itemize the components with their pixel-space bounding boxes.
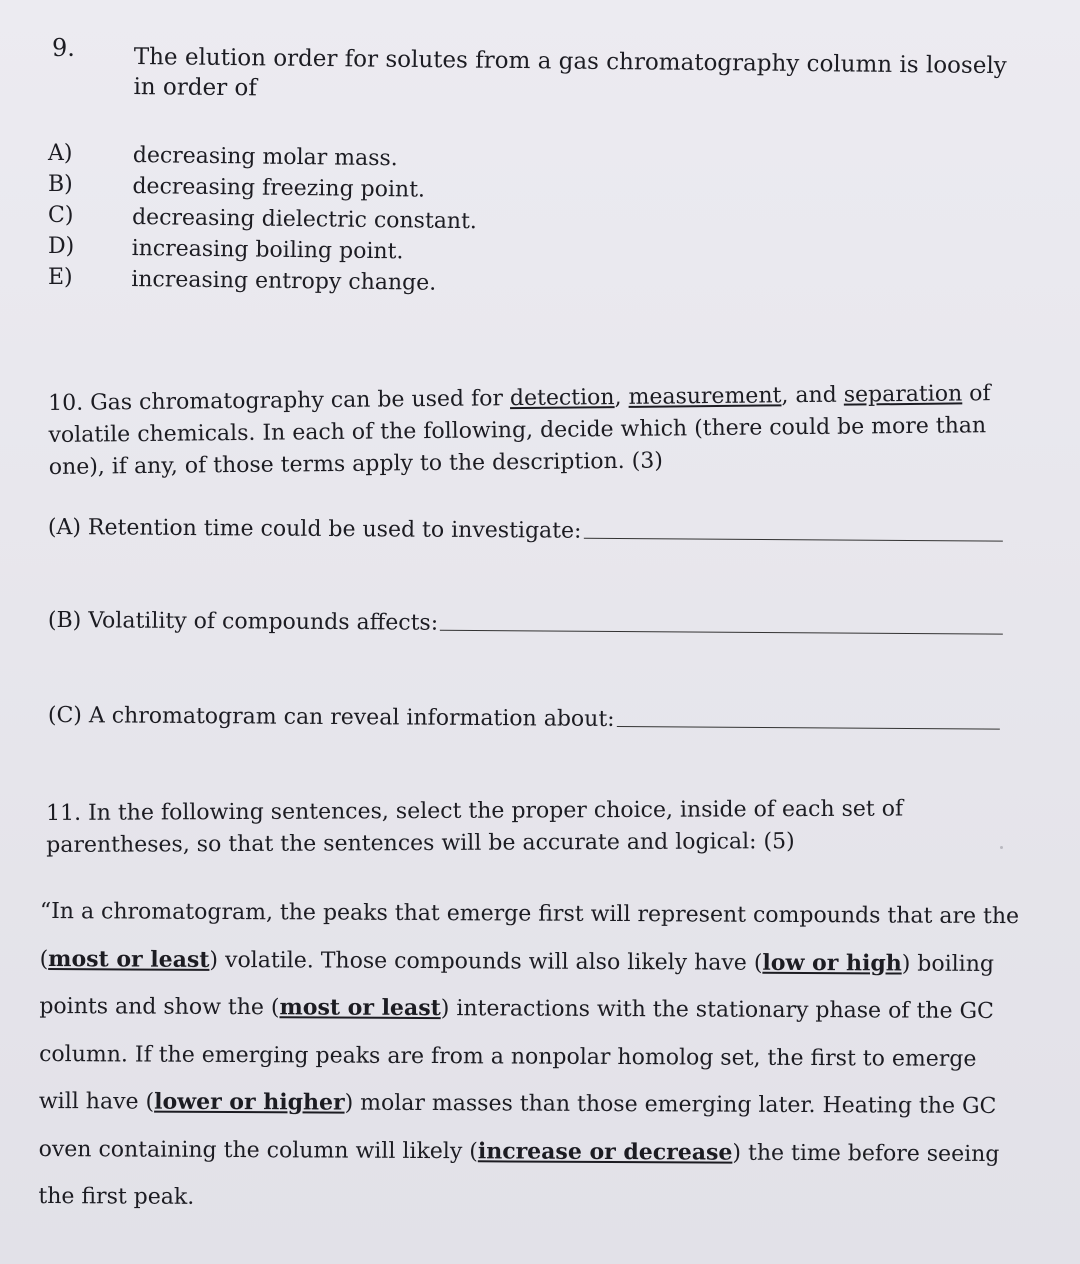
answer-blank-a[interactable] [583, 537, 1002, 542]
q10-part-a [48, 515, 1003, 547]
question-9-choice-texts [131, 140, 478, 299]
choice-letter: D) [48, 234, 75, 259]
question-9-choice-letters [48, 138, 74, 293]
question-10-stem [48, 378, 1009, 484]
question-11-paragraph [38, 888, 1020, 1226]
answer-blank-c[interactable] [617, 725, 1000, 730]
question-9-stem-text: The elution order for solutes from a gas chromatography column is loosely in order of [133, 43, 1007, 102]
choice-letter: B) [48, 172, 73, 197]
choice-text: decreasing freezing point. [132, 173, 426, 203]
q11-text: “In a chromatogram, the peaks that emerge first will represent compounds that are the ( [39, 898, 1020, 972]
paper-speck [1000, 846, 1003, 849]
q10-part-b-label: (B) Volatility of compounds affects: [47, 608, 439, 636]
term-separation: separation [843, 381, 963, 408]
q11-text: ) volatile. Those compounds will also likely have ( [209, 947, 763, 976]
term-measurement: measurement [628, 383, 782, 410]
q11-text: ) molar masses than those emerging later. Heating the GC oven containing the column will likely ( [38, 1090, 997, 1164]
choice-increase-or-decrease[interactable]: increase or decrease [477, 1137, 733, 1166]
q10-intro-rest: of volatile chemicals. In each of the following, decide which (there could be more than one), if any, of those terms apply to the description. (3) [48, 381, 991, 480]
question-9-stem [133, 42, 1014, 111]
choice-text: decreasing molar mass. [132, 142, 398, 172]
q11-text: ) the time before seeing the first peak. [38, 1140, 1000, 1210]
question-11-stem: 11. In the following sentences, select the proper choice, inside of each set of parentheses, so that the sentences will be accurate and logical: (5) [46, 796, 904, 858]
choice-most-or-least[interactable]: most or least [48, 945, 210, 973]
q11-text: ) boiling points and show the ( [39, 951, 995, 1021]
choice-letter: A) [48, 141, 73, 166]
answer-blank-b[interactable] [440, 629, 1003, 635]
q10-part-c [48, 703, 1000, 735]
choice-low-or-high[interactable]: low or high [762, 949, 902, 977]
term-detection: detection [509, 385, 615, 412]
q11-text: ) interactions with the stationary phase of the GC column. If the emerging peaks are from a nonpolar homolog set, the first to emerge will have ( [38, 996, 994, 1115]
q10-sep: , [614, 384, 629, 411]
q10-part-a-label: (A) Retention time could be used to investigate: [47, 515, 582, 544]
choice-text: increasing boiling point. [131, 235, 404, 265]
choice-most-or-least-interactions[interactable]: most or least [279, 994, 441, 1022]
choice-lower-or-higher[interactable]: lower or higher [154, 1088, 345, 1116]
q10-part-b [48, 608, 1003, 640]
choice-letter: C) [48, 203, 74, 228]
q10-sep: , and [781, 382, 844, 409]
q10-intro: 10. Gas chromatography can be used for [48, 386, 511, 416]
choice-text: increasing entropy change. [131, 266, 437, 296]
choice-text: decreasing dielectric constant. [131, 204, 478, 235]
q10-part-c-label: (C) A chromatogram can reveal information about: [47, 703, 615, 732]
question-9-number: 9. [52, 34, 75, 62]
choice-letter: E) [48, 265, 73, 290]
